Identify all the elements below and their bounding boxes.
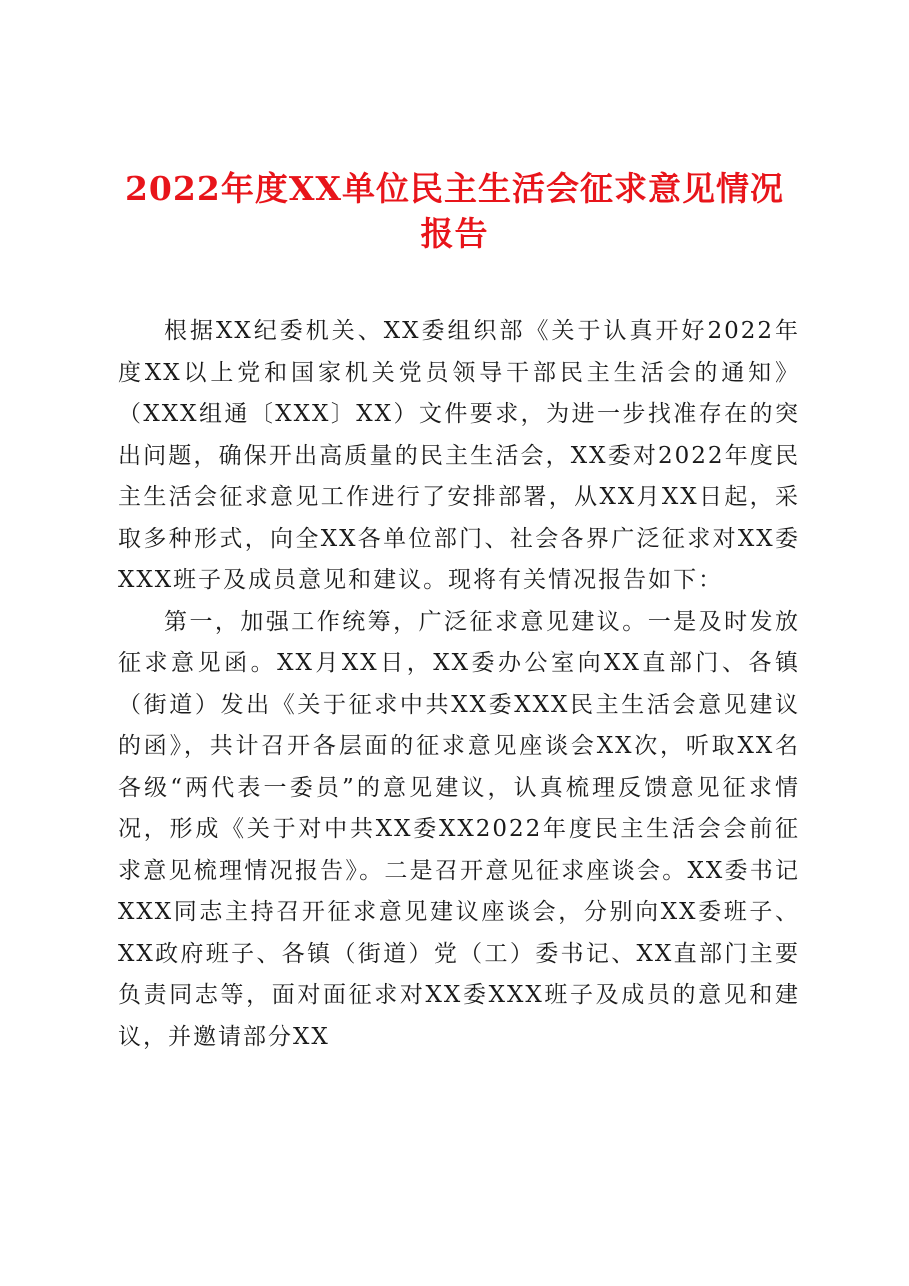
paragraph-first-section: 第一，加强工作统筹，广泛征求意见建议。一是及时发放征求意见函。XX月XX日，XX委办公室向XX直部门、各镇（街道）发出《关于征求中共XX委XXX民主生活会意见建议的函》，共计召开各层面的征求意见座谈会XX次，听取XX名各级“两代表一委员”的意见建议，认真梳理反馈意见征求情况，形成《关于对中共XX委XX2022年度民主生活会会前征求意见梳理情况报告》。二是召开意见征求座谈会。XX委书记XXX同志主持召开征求意见建议座谈会，分别向XX委班子、XX政府班子、各镇（街道）党（工）委书记、XX直部门主要负责同志等，面对面征求对XX委XXX班子及成员的意见和建议，并邀请部分XX <box>118 608 800 1050</box>
document-title: 2022年度XX单位民主生活会征求意见情况报告 <box>124 169 785 253</box>
paragraph-intro: 根据XX纪委机关、XX委组织部《关于认真开好2022年度XX以上党和国家机关党员领导干部民主生活会的通知》（XXX组通〔XXX〕XX）文件要求，为进一步找准存在的突出问题，确保开出高质量的民主生活会，XX委对2022年度民主生活会征求意见工作进行了安排部署，从XX月XX日起，采取多种形式，向全XX各单位部门、社会各界广泛征求对XX委XXX班子及成员意见和建议。现将有关情况报告如下： <box>118 318 800 593</box>
document-body <box>118 311 800 1058</box>
